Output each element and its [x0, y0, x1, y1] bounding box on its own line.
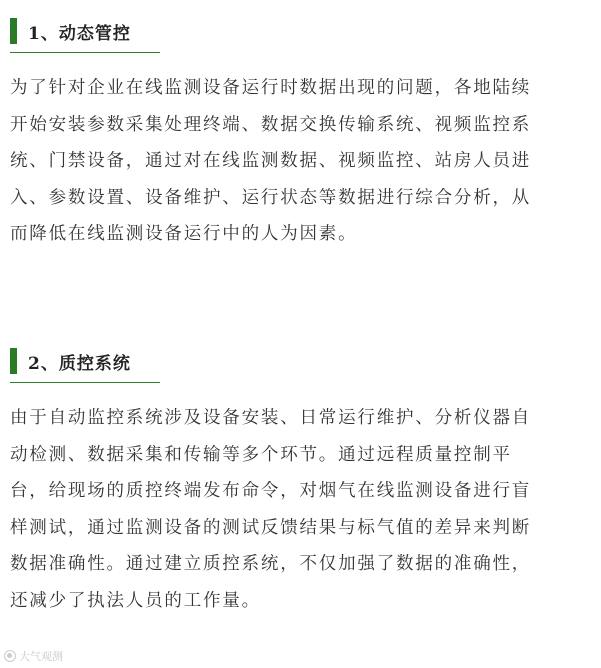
section-2-paragraph: [10, 400, 594, 619]
paragraph-line: 入、参数设置、设备维护、运行状态等数据进行综合分析，从: [10, 187, 532, 208]
section-1-heading: [10, 14, 160, 53]
paragraph-line: 统、门禁设备，通过对在线监测数据、视频监控、站房人员进: [10, 151, 532, 171]
watermark-logo-icon: [4, 650, 16, 662]
paragraph-line: 开始安装参数采集处理终端、数据交换传输系统、视频监控系: [10, 114, 532, 135]
paragraph-line: 由于自动监控系统涉及设备安装、日常运行维护、分析仪器自: [10, 408, 532, 428]
paragraph-line: 为了针对企业在线监测设备运行时数据出现的问题，各地陆续: [10, 78, 532, 98]
section-1-paragraph: [10, 70, 594, 253]
paragraph-line: 样测试，通过监测设备的测试反馈结果与标气值的差异来判断: [10, 517, 532, 538]
section-1-title: 1、动态管控: [28, 24, 131, 44]
paragraph-line: 还减少了执法人员的工作量。: [10, 590, 261, 611]
watermark-text: 大气观测: [19, 650, 63, 663]
paragraph-line: 而降低在线监测设备运行中的人为因素。: [10, 224, 358, 244]
section-2-title: 2、质控系统: [28, 354, 131, 374]
paragraph-line: 台，给现场的质控终端发布命令，对烟气在线监测设备进行盲: [10, 481, 532, 501]
paragraph-line: 动检测、数据采集和传输等多个环节。通过远程质量控制平: [10, 444, 512, 465]
section-2-heading: [10, 344, 160, 383]
heading-accent-bar: [10, 348, 17, 374]
watermark: [4, 648, 63, 664]
heading-accent-bar: [10, 18, 17, 44]
paragraph-line: 数据准确性。通过建立质控系统，不仅加强了数据的准确性，: [10, 554, 532, 574]
